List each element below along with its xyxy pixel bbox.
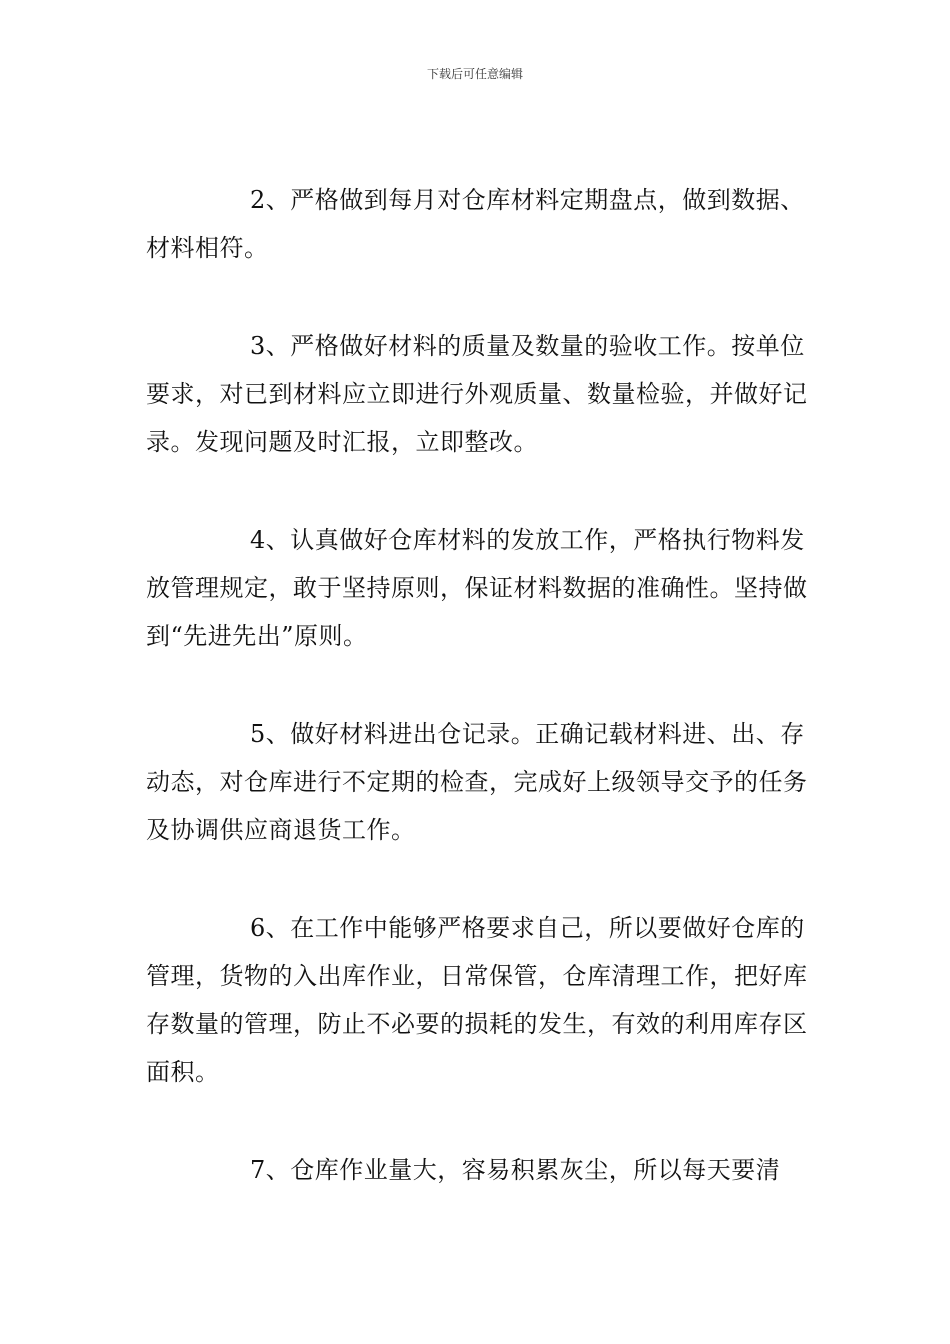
paragraph-item-5: 5、做好材料进出仓记录。正确记载材料进、出、存动态，对仓库进行不定期的检查，完成好上级领导交予的任务及协调供应商退货工作。 bbox=[146, 720, 808, 844]
paragraph-item-3: 3、严格做好材料的质量及数量的验收工作。按单位要求，对已到材料应立即进行外观质量、数量检验，并做好记录。发现问题及时汇报，立即整改。 bbox=[146, 332, 808, 456]
page-header-note: 下载后可任意编辑 bbox=[426, 67, 523, 81]
paragraph-item-7: 7、仓库作业量大，容易积累灰尘，所以每天要清 bbox=[250, 1156, 781, 1184]
paragraph-item-6: 6、在工作中能够严格要求自己，所以要做好仓库的管理，货物的入出库作业，日常保管，仓库清理工作，把好库存数量的管理，防止不必要的损耗的发生，有效的利用库存区面积。 bbox=[146, 914, 808, 1086]
paragraph-item-2: 2、严格做到每月对仓库材料定期盘点，做到数据、材料相符。 bbox=[146, 186, 805, 262]
paragraph-item-4: 4、认真做好仓库材料的发放工作，严格执行物料发放管理规定，敢于坚持原则，保证材料数据的准确性。坚持做到“先进先出”原则。 bbox=[146, 526, 808, 650]
document-body bbox=[146, 176, 810, 1244]
